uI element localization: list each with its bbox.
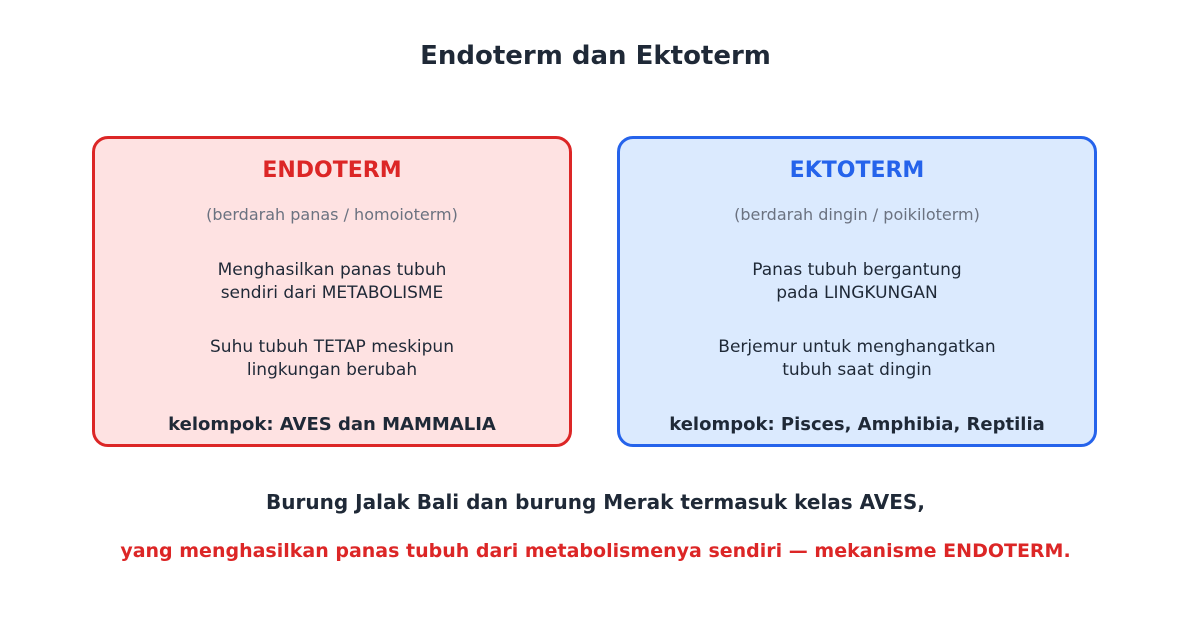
ektoterm-point-2 <box>620 336 1094 382</box>
ektoterm-card <box>617 136 1097 447</box>
endoterm-point-2-line-2: lingkungan berubah <box>246 360 418 380</box>
ektoterm-point-1 <box>620 259 1094 305</box>
endoterm-subtitle: (berdarah panas / homoioterm) <box>206 205 458 224</box>
endoterm-group: kelompok: AVES dan MAMMALIA <box>168 414 496 435</box>
endoterm-point-2-line-1: Suhu tubuh TETAP meskipun <box>210 337 454 357</box>
endoterm-point-1-line-1: Menghasilkan panas tubuh <box>217 260 447 280</box>
ektoterm-subtitle: (berdarah dingin / poikiloterm) <box>734 205 980 224</box>
endoterm-card <box>92 136 572 447</box>
ektoterm-point-2-line-2: tubuh saat dingin <box>782 360 932 380</box>
ektoterm-heading: EKTOTERM <box>789 158 925 183</box>
ektoterm-point-1-line-1: Panas tubuh bergantung <box>752 260 962 280</box>
endoterm-heading: ENDOTERM <box>262 158 402 183</box>
endoterm-point-1-line-2: sendiri dari METABOLISME <box>220 283 444 303</box>
endoterm-point-2 <box>95 336 569 382</box>
ektoterm-point-2-line-1: Berjemur untuk menghangatkan <box>718 337 996 357</box>
ektoterm-point-1-line-2: pada LINGKUNGAN <box>776 283 938 303</box>
ektoterm-group: kelompok: Pisces, Amphibia, Reptilia <box>669 414 1045 435</box>
endoterm-point-1 <box>95 259 569 305</box>
diagram-title: Endoterm dan Ektoterm <box>420 41 771 71</box>
conclusion-line-1: Burung Jalak Bali dan burung Merak termasuk kelas AVES, <box>266 490 925 514</box>
conclusion-line-2: yang menghasilkan panas tubuh dari metabolismenya sendiri — mekanisme ENDOTERM. <box>120 540 1071 562</box>
